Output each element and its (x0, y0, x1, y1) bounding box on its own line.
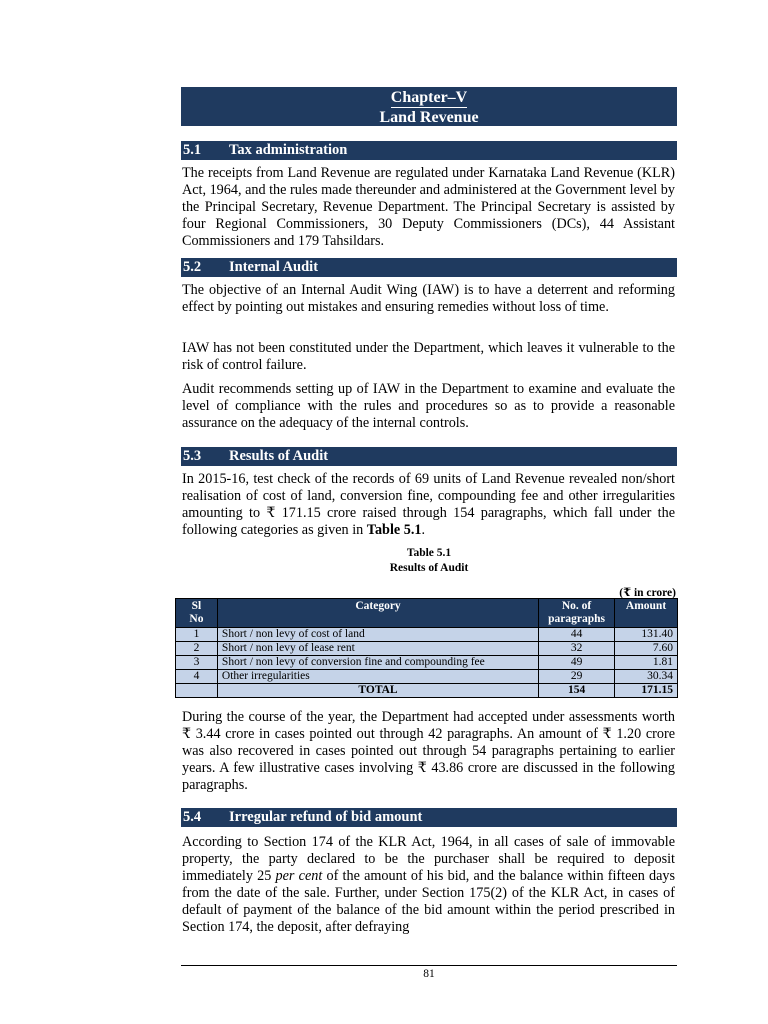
header-category: Category (217, 599, 538, 628)
chapter-number: Chapter–V (390, 89, 468, 106)
section-5-4-heading (181, 808, 677, 827)
table-caption-title: Results of Audit (389, 562, 469, 574)
paragraph-text: According to Section 174 of the KLR Act, 1964, in all cases of sale of immovable property, the party declared to be the purchaser shall be required to deposit immediately 25 (182, 834, 675, 884)
section-title: Tax administration (229, 142, 348, 158)
section-title: Irregular refund of bid amount (229, 809, 423, 825)
paragraph-audit-recommendation: Audit recommends setting up of IAW in the Department to examine and evaluate the level of compliance with the rules and procedures so as to provide a reasonable assurance on the adequacy of the internal controls. (182, 381, 675, 431)
table-row (176, 670, 678, 684)
paragraph-tax-administration: The receipts from Land Revenue are regulated under Karnataka Land Revenue (KLR) Act, 1964, and the rules made thereunder and administered at the Government level by the Principal Secretary, Revenue Department. The Principal Secretary is assisted by four Regional Commissioners, 30 Deputy Commissioners (DCs), 44 Assistant Commissioners and 179 Tahsildars. (182, 165, 675, 249)
table-row (176, 628, 678, 642)
results-of-audit-table (175, 598, 678, 698)
paragraph-accepted-recovered: During the course of the year, the Department had accepted under assessments worth ₹ 3.44 crore in cases pointed out through 42 paragraphs. An amount of ₹ 1.20 crore was also recovered in cases pointed out through 54 paragraphs pertaining to earlier years. A few illustrative cases involving ₹ 43.86 crore are discussed in the following paragraphs. (182, 709, 675, 793)
cell-paragraphs: 44 (539, 628, 615, 642)
section-number: 5.3 (183, 448, 202, 464)
paragraph-text-end: . (421, 521, 426, 538)
section-5-3-heading (181, 447, 677, 466)
section-number: 5.2 (183, 259, 202, 275)
table-unit-note: (₹ in crore) (619, 587, 676, 599)
cell-sl-empty (176, 684, 218, 698)
footer-divider (181, 965, 677, 966)
section-number: 5.4 (183, 809, 202, 825)
section-5-1-heading (181, 141, 677, 160)
table-row (176, 656, 678, 670)
cell-paragraphs: 29 (539, 670, 615, 684)
table-row (176, 642, 678, 656)
cell-paragraphs: 49 (539, 656, 615, 670)
table-header-row (176, 599, 678, 628)
cell-sl: 4 (176, 670, 218, 684)
paragraph-text: In 2015-16, test check of the records of 69 units of Land Revenue revealed non/short realisation of cost of land, conversion fine, compounding fee and other irregularities amounting to ₹ 171.15 crore raised through 154 paragraphs, which fall under the following categories as given in (182, 471, 675, 538)
cell-category: Short / non levy of cost of land (217, 628, 538, 642)
cell-category: Short / non levy of conversion fine and compounding fee (217, 656, 538, 670)
cell-paragraphs: 32 (539, 642, 615, 656)
chapter-heading (181, 87, 677, 126)
paragraph-text-end: of the amount of his bid, and the balance within fifteen days from the date of the sale. Further, under Section 175(2) of the KLR Act, in cases of default of payment of the balance of the bid amount within the period prescribed in Section 174, the deposit, after defraying (182, 867, 675, 935)
cell-total-amount: 171.15 (615, 684, 678, 698)
paragraph-iaw-objective: The objective of an Internal Audit Wing (IAW) is to have a deterrent and reforming effect by pointing out mistakes and ensuring remedies without loss of time. (182, 282, 675, 315)
section-5-2-heading (181, 258, 677, 277)
header-sl-no: Sl No (176, 599, 218, 628)
cell-sl: 1 (176, 628, 218, 642)
cell-amount: 1.81 (615, 656, 678, 670)
table-caption-number: Table 5.1 (406, 547, 452, 559)
table-reference: Table 5.1 (366, 521, 422, 538)
cell-sl: 3 (176, 656, 218, 670)
section-title: Internal Audit (229, 259, 319, 275)
page-number: 81 (423, 968, 435, 980)
cell-amount: 7.60 (615, 642, 678, 656)
header-no-of-paragraphs: No. of paragraphs (539, 599, 615, 628)
paragraph-results-of-audit (182, 471, 675, 539)
cell-sl: 2 (176, 642, 218, 656)
cell-total-label: TOTAL (217, 684, 538, 698)
section-title: Results of Audit (229, 448, 329, 464)
table-total-row (176, 684, 678, 698)
paragraph-iaw-not-constituted: IAW has not been constituted under the Department, which leaves it vulnerable to the risk of control failure. (182, 340, 675, 373)
paragraph-irregular-refund (182, 834, 675, 935)
section-number: 5.1 (183, 142, 202, 158)
emphasis-per-cent: per cent (275, 867, 323, 884)
cell-total-paragraphs: 154 (539, 684, 615, 698)
cell-category: Other irregularities (217, 670, 538, 684)
cell-amount: 30.34 (615, 670, 678, 684)
cell-category: Short / non levy of lease rent (217, 642, 538, 656)
header-amount: Amount (615, 599, 678, 628)
chapter-title: Land Revenue (379, 109, 479, 126)
cell-amount: 131.40 (615, 628, 678, 642)
